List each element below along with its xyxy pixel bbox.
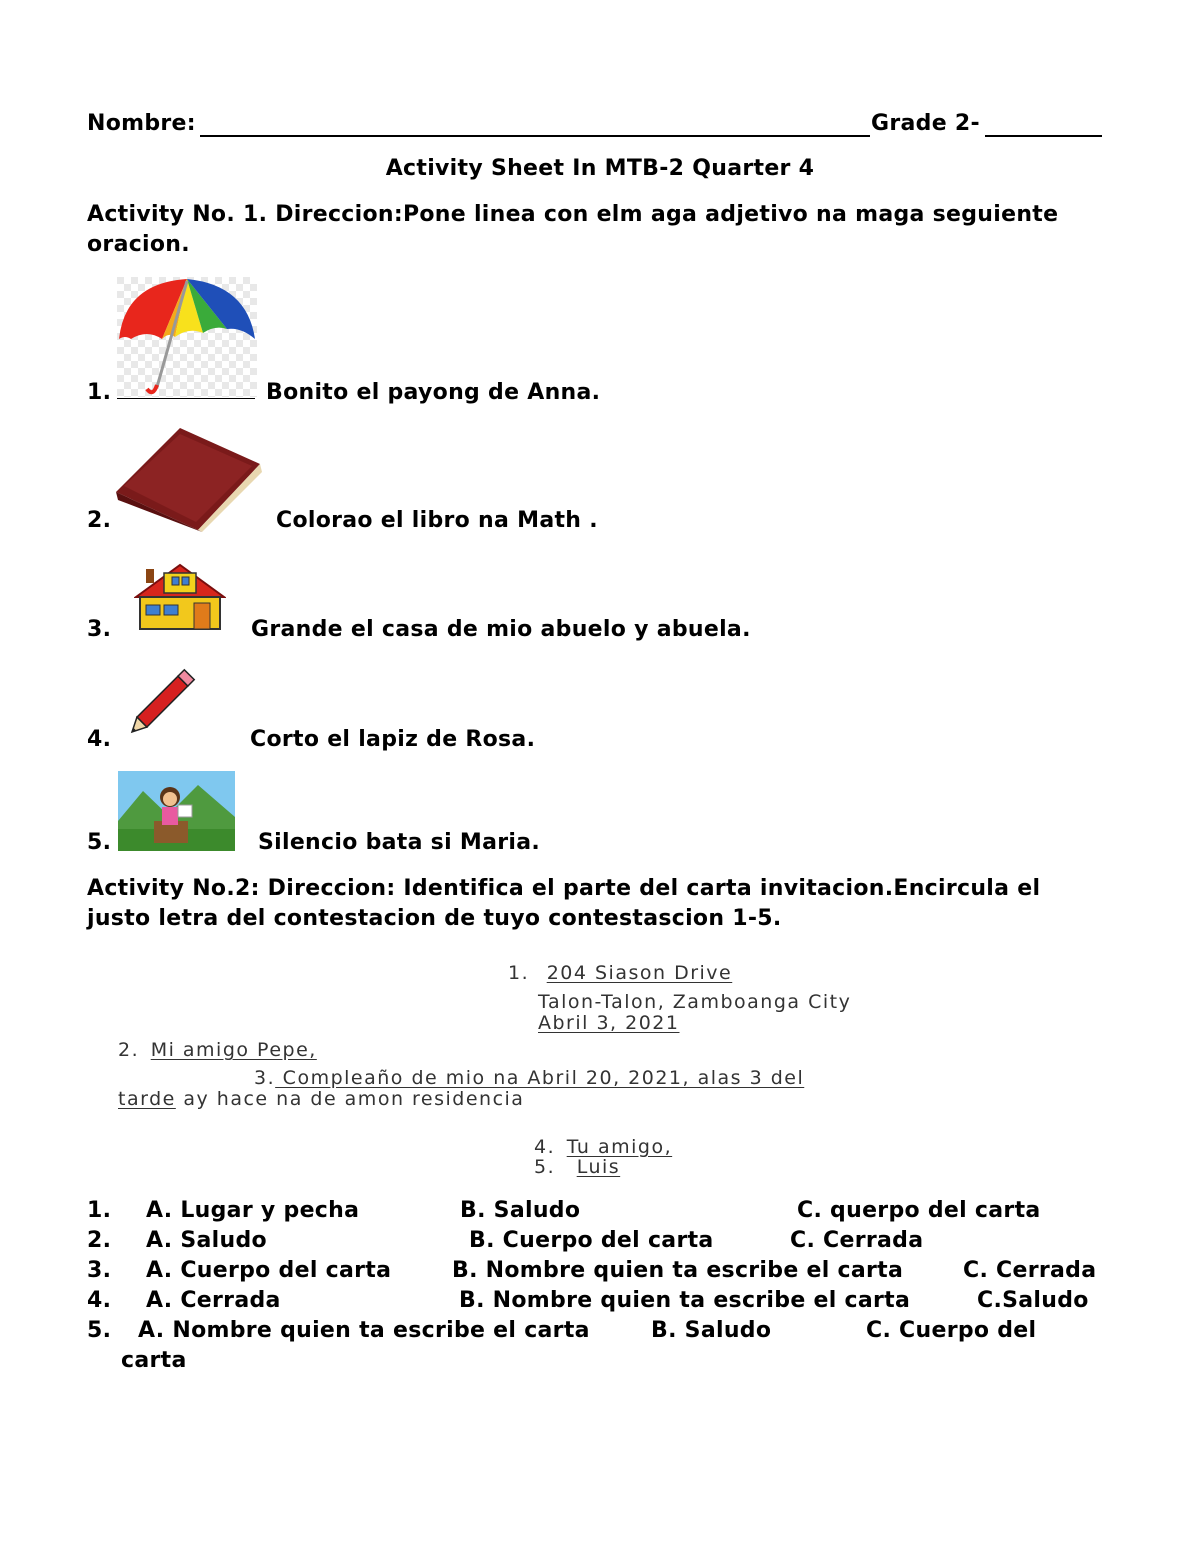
choice-row-4-b[interactable]: B. Nombre quien ta escribe el carta [459,1288,911,1313]
item1-blank-line[interactable] [117,380,255,399]
choice-row-2-number: 2. [87,1228,112,1253]
letter-heading-line2: Talon-Talon, Zamboanga City [538,991,852,1013]
letter-heading [508,962,732,984]
choice-row-2-c[interactable]: C. Cerrada [790,1228,924,1253]
letter-heading-line3: Abril 3, 2021 [538,1012,680,1034]
choice-row-1-a[interactable]: A. Lugar y pecha [146,1198,360,1223]
house-icon [134,563,226,631]
letter-greeting-num: 2. [118,1039,140,1061]
activity2-direction-line2: justo letra del contestacion de tuyo contestascion 1-5. [87,906,782,931]
activity1-direction-line2: oracion. [87,232,190,257]
letter-heading-line1: 204 Siason Drive [546,962,733,984]
choice-row-1-c[interactable]: C. querpo del carta [797,1198,1041,1223]
choice-row-5-number: 5. [87,1318,112,1343]
item4-number: 4. [87,727,112,752]
item1-number: 1. [87,380,112,405]
name-label: Nombre: [87,111,196,136]
choice-row-5-c[interactable]: C. Cuerpo del [866,1318,1037,1343]
letter-body-line1 [254,1067,804,1089]
grade-label: Grade 2- [871,111,980,136]
choice-row-1-b[interactable]: B. Saludo [460,1198,581,1223]
pencil-icon [118,662,204,744]
choice-row-2-a[interactable]: A. Saludo [146,1228,267,1253]
letter-body-text1: Compleaño de mio na Abril 20, 2021, alas 3 del [275,1067,805,1089]
choice-row-3-b[interactable]: B. Nombre quien ta escribe el carta [452,1258,904,1283]
item2-sentence: Colorao el libro na Math . [276,508,598,533]
letter-body-word-tarde: tarde [118,1088,176,1110]
choice-row-4-number: 4. [87,1288,112,1313]
name-blank-line[interactable] [200,113,870,137]
letter-signature-num: 5. [534,1156,556,1178]
choice-row-4-a[interactable]: A. Cerrada [146,1288,281,1313]
page-title: Activity Sheet In MTB-2 Quarter 4 [385,156,815,181]
letter-body-text2: ay hace na de amon residencia [175,1088,525,1110]
activity2-direction-line1: Activity No.2: Direccion: Identifica el parte del carta invitacion.Encircula el [87,876,1041,901]
letter-body-line2 [118,1088,524,1110]
grade-blank-line[interactable] [985,113,1102,137]
item5-sentence: Silencio bata si Maria. [258,830,541,855]
letter-signature [534,1156,620,1178]
activity1-direction-line1: Activity No. 1. Direccion:Pone linea con elm aga adjetivo na maga seguiente [87,202,1059,227]
choice-row-2-b[interactable]: B. Cuerpo del carta [469,1228,714,1253]
letter-greeting [118,1039,317,1061]
item1-sentence: Bonito el payong de Anna. [266,380,601,405]
item4-sentence: Corto el lapiz de Rosa. [250,727,536,752]
choice-row-5-b[interactable]: B. Saludo [651,1318,772,1343]
letter-heading-num: 1. [508,962,530,984]
book-icon [114,426,264,532]
choice-row-5-c-wrap: carta [121,1348,187,1373]
choice-row-3-number: 3. [87,1258,112,1283]
choice-row-3-c[interactable]: C. Cerrada [963,1258,1097,1283]
letter-greeting-text: Mi amigo Pepe, [150,1039,317,1061]
girl-reading-icon [118,771,235,851]
letter-body-num: 3. [254,1067,276,1089]
item3-sentence: Grande el casa de mio abuelo y abuela. [251,617,751,642]
letter-closing [534,1136,672,1158]
item2-number: 2. [87,508,112,533]
item3-number: 3. [87,617,112,642]
item5-number: 5. [87,830,112,855]
letter-closing-num: 4. [534,1136,556,1158]
choice-row-5-a[interactable]: A. Nombre quien ta escribe el carta [138,1318,590,1343]
choice-row-3-a[interactable]: A. Cuerpo del carta [146,1258,392,1283]
letter-signature-text: Luis [576,1156,621,1178]
choice-row-4-c[interactable]: C.Saludo [977,1288,1089,1313]
choice-row-1-number: 1. [87,1198,112,1223]
letter-closing-text: Tu amigo, [566,1136,673,1158]
